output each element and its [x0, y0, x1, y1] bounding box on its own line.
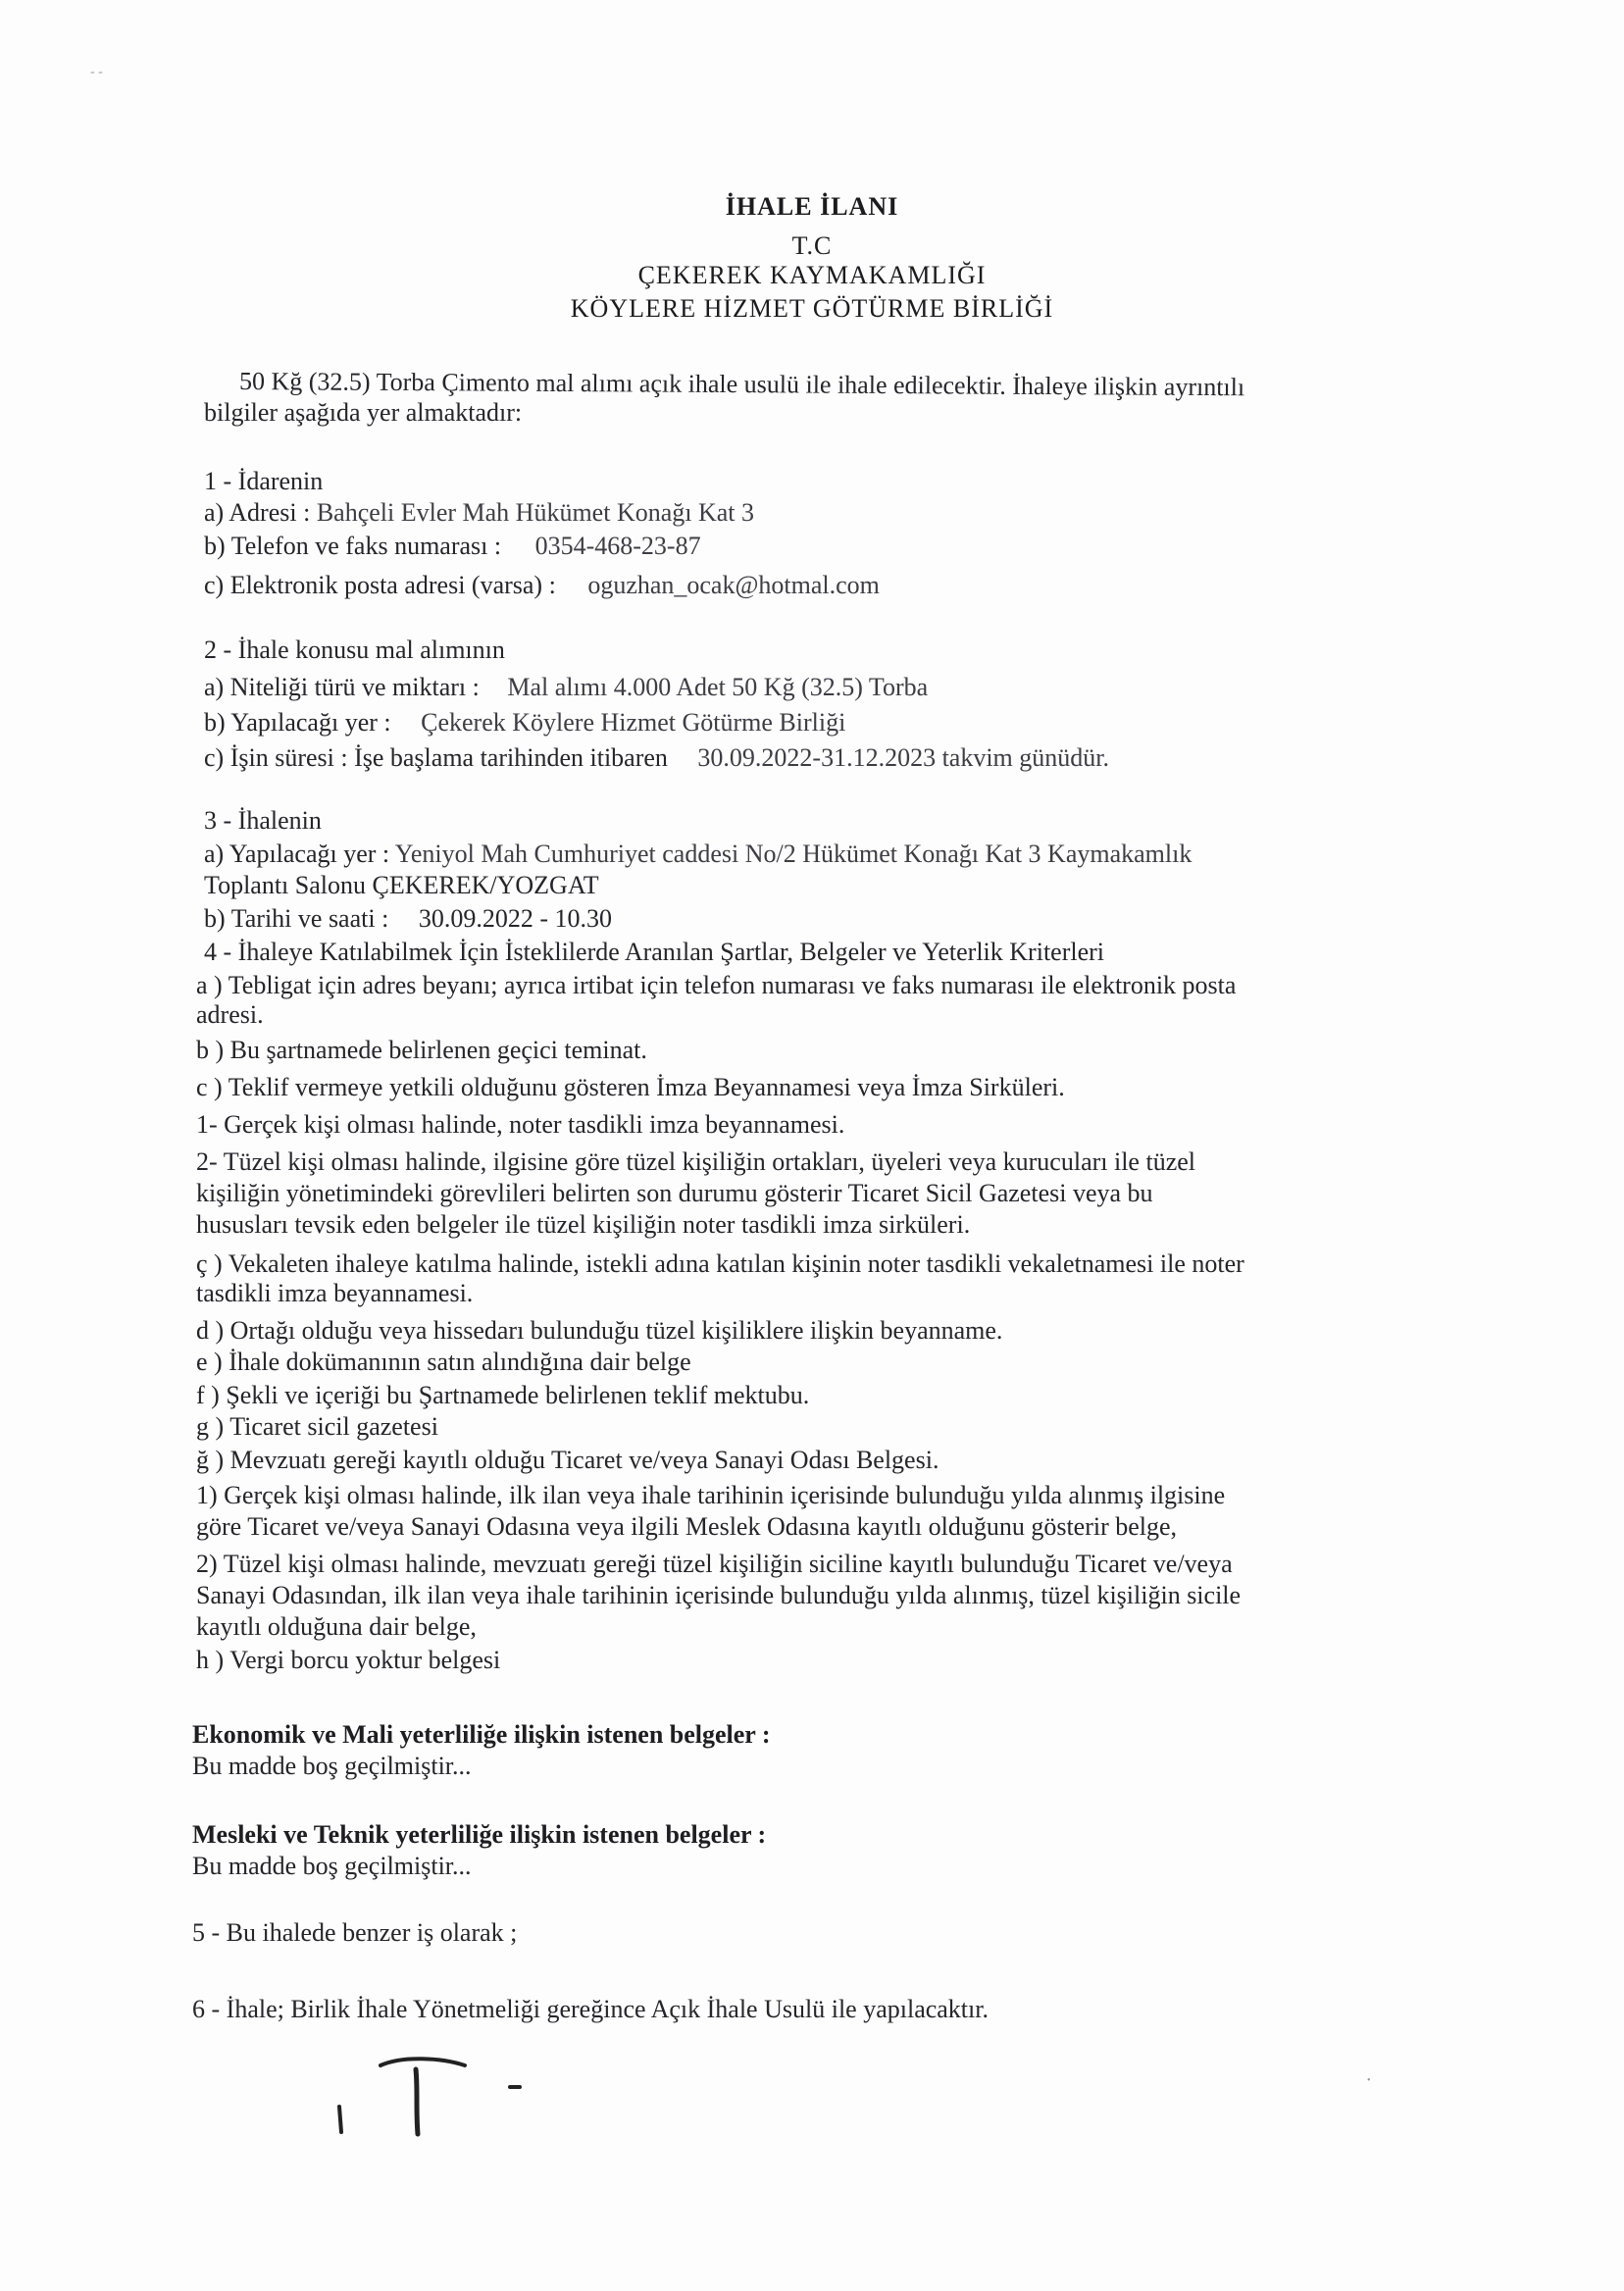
- authority-name: ÇEKEREK KAYMAKAMLIĞI: [637, 261, 987, 289]
- requirement-line: c ) Teklif vermeye yetkili olduğunu gösteren İmza Beyannamesi veya İmza Sirküleri.: [196, 1073, 1065, 1101]
- requirement-line: ç ) Vekaleten ihaleye katılma halinde, istekli adına katılan kişinin noter tasdikli vekaletnamesi ile noter: [196, 1249, 1244, 1278]
- section-5-text: 5 - Bu ihalede benzer iş olarak ;: [192, 1918, 518, 1947]
- section-2-heading: 2 - İhale konusu mal alımının: [204, 636, 505, 664]
- section-3-heading: 3 - İhalenin: [204, 806, 322, 835]
- requirement-line: kayıtlı olduğuna dair belge,: [196, 1612, 477, 1641]
- economic-text: Bu madde boş geçilmiştir...: [192, 1752, 472, 1780]
- requirement-line: tasdikli imza beyannamesi.: [196, 1279, 474, 1307]
- email-row: [204, 571, 880, 600]
- requirement-line: 1) Gerçek kişi olması halinde, ilk ilan veya ihale tarihinin içerisinde bulunduğu yılda alınmış ilgisine: [196, 1481, 1226, 1509]
- tender-place-label: a) Yapılacağı yer :: [204, 840, 390, 868]
- requirement-line: ğ ) Mevzuatı gereği kayıtlı olduğu Ticaret ve/veya Sanayi Odası Belgesi.: [196, 1446, 939, 1474]
- technical-heading: Mesleki ve Teknik yeterliliğe ilişkin istenen belgeler :: [192, 1820, 767, 1849]
- section-1-heading: 1 - İdarenin: [204, 467, 324, 495]
- phone-row: [204, 532, 701, 561]
- nature-value: Mal alımı 4.000 Adet 50 Kğ (32.5) Torba: [507, 673, 929, 701]
- requirement-line: 1- Gerçek kişi olması halinde, noter tasdikli imza beyannamesi.: [196, 1110, 845, 1139]
- duration-value: 30.09.2022-31.12.2023 takvim günüdür.: [697, 743, 1109, 772]
- tender-date-value: 30.09.2022 - 10.30: [418, 904, 612, 933]
- section-4-heading: 4 - İhaleye Katılabilmek İçin İsteklilerde Aranılan Şartlar, Belgeler ve Yeterlik Kriterleri: [204, 938, 1105, 966]
- intro-line-2: bilgiler aşağıda yer almaktadır:: [204, 398, 523, 427]
- technical-text: Bu madde boş geçilmiştir...: [192, 1852, 472, 1880]
- signature-mark: [333, 2048, 549, 2146]
- email-label: c) Elektronik posta adresi (varsa) :: [204, 571, 556, 599]
- tender-date-label: b) Tarihi ve saati :: [204, 904, 389, 933]
- requirement-line: b ) Bu şartnamede belirlenen geçici teminat.: [196, 1036, 647, 1064]
- tender-place-value: Yeniyol Mah Cumhuriyet caddesi No/2 Hükümet Konağı Kat 3 Kaymakamlık: [394, 840, 1193, 868]
- requirement-line: kişiliğin yönetimindeki görevlileri belirten son durumu gösterir Ticaret Sicil Gazetesi veya bu: [196, 1179, 1153, 1207]
- requirement-line: hususları tevsik eden belgeler ile tüzel kişiliğin noter tasdikli imza sirküleri.: [196, 1210, 971, 1239]
- requirement-line: e ) İhale dokümanının satın alındığına dair belge: [196, 1348, 691, 1376]
- address-row: [204, 498, 754, 528]
- country-label: T.C: [791, 231, 833, 260]
- address-value: Bahçeli Evler Mah Hükümet Konağı Kat 3: [316, 498, 755, 527]
- requirement-line: 2- Tüzel kişi olması halinde, ilgisine göre tüzel kişiliğin ortakları, üyeleri veya kurucuları ile tüzel: [196, 1147, 1196, 1176]
- scan-speck: - -: [90, 65, 103, 79]
- delivery-place-value: Çekerek Köylere Hizmet Götürme Birliği: [421, 708, 846, 737]
- tender-date-row: [204, 904, 612, 934]
- scan-speck: •: [1367, 2075, 1371, 2086]
- email-value: oguzhan_ocak@hotmal.com: [587, 571, 880, 599]
- address-label: a) Adresi :: [204, 498, 311, 527]
- unit-name: KÖYLERE HİZMET GÖTÜRME BİRLİĞİ: [570, 294, 1054, 323]
- requirement-line: h ) Vergi borcu yoktur belgesi: [196, 1646, 501, 1674]
- requirement-line: 2) Tüzel kişi olması halinde, mevzuatı gereği tüzel kişiliğin siciline kayıtlı bulunduğu Ticaret ve/veya: [196, 1550, 1233, 1578]
- delivery-place-row: [204, 708, 845, 738]
- nature-label: a) Niteliği türü ve miktarı :: [204, 673, 480, 701]
- requirement-line: g ) Ticaret sicil gazetesi: [196, 1412, 438, 1441]
- section-6-text: 6 - İhale; Birlik İhale Yönetmeliği gereğince Açık İhale Usulü ile yapılacaktır.: [192, 1995, 989, 2023]
- duration-row: [204, 743, 1109, 773]
- phone-label: b) Telefon ve faks numarası :: [204, 532, 502, 560]
- requirement-line: göre Ticaret ve/veya Sanayi Odasına veya ilgili Meslek Odasına kayıtlı olduğunu gösterir belge,: [196, 1512, 1178, 1541]
- requirement-line: f ) Şekli ve içeriği bu Şartnamede belirlenen teklif mektubu.: [196, 1381, 810, 1409]
- tender-place-value-cont: Toplantı Salonu ÇEKEREK/YOZGAT: [204, 871, 599, 899]
- duration-label: c) İşin süresi : İşe başlama tarihinden itibaren: [204, 743, 668, 772]
- document-title: İHALE İLANI: [725, 192, 899, 221]
- economic-heading: Ekonomik ve Mali yeterliliğe ilişkin istenen belgeler :: [192, 1720, 771, 1749]
- requirement-line: a ) Tebligat için adres beyanı; ayrıca irtibat için telefon numarası ve faks numarası ile elektronik posta: [196, 971, 1237, 999]
- delivery-place-label: b) Yapılacağı yer :: [204, 708, 391, 737]
- nature-row: [204, 673, 928, 702]
- requirement-line: Sanayi Odasından, ilk ilan veya ihale tarihinin içerisinde bulunduğu yılda alınmış, tüzel kişiliğin sicile: [196, 1581, 1242, 1609]
- phone-value: 0354-468-23-87: [534, 532, 701, 560]
- tender-place-row: [204, 840, 1192, 869]
- requirement-line: d ) Ortağı olduğu veya hissedarı bulunduğu tüzel kişiliklere ilişkin beyanname.: [196, 1316, 1003, 1345]
- requirement-line: adresi.: [196, 1000, 264, 1029]
- intro-line-1: 50 Kğ (32.5) Torba Çimento mal alımı açık ihale usulü ile ihale edilecektir. İhaleye ilişkin ayrıntılı: [238, 367, 1245, 402]
